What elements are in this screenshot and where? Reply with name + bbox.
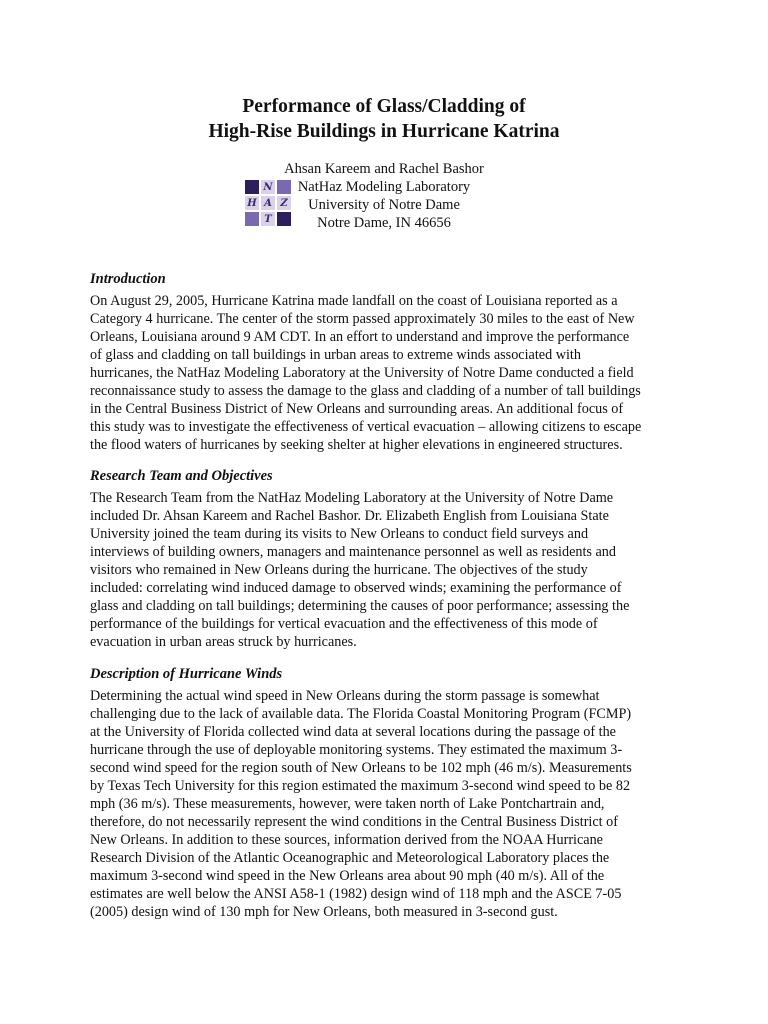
paragraph-hurricane-winds [90,687,690,921]
logo-letter-t: T [261,212,275,226]
text-line: Category 4 hurricane. The center of the storm passed approximately 30 miles to the east of New [90,311,635,327]
text-line: Determining the actual wind speed in New Orleans during the storm passage is somewhat [90,688,600,704]
address: Notre Dame, IN 46656 [317,215,451,231]
text-line: visitors who remained in New Orleans during the hurricane. The objectives of the study [90,562,588,578]
section-heading-hurricane-winds: Description of Hurricane Winds [90,666,283,682]
university-name: University of Notre Dame [308,197,460,213]
text-line: estimates are well below the ANSI A58-1 (1982) design wind of 118 mph and the ASCE 7-05 [90,886,622,902]
text-line: On August 29, 2005, Hurricane Katrina made landfall on the coast of Louisiana reported as a [90,293,618,309]
text-line: this study was to investigate the effectiveness of vertical evacuation – allowing citizens to escape [90,419,642,435]
logo-letter-n: N [261,180,275,194]
paper-title [0,94,768,144]
text-line: hurricanes, the NatHaz Modeling Laboratory at the University of Notre Dame conducted a field [90,365,634,381]
text-line: included: correlating wind induced damage to observed winds; examining the performance of [90,580,622,596]
logo-cell [277,180,291,194]
logo-letter-a: A [261,196,275,210]
section-heading-introduction: Introduction [90,271,166,287]
text-line: New Orleans. In addition to these sources, information derived from the NOAA Hurricane [90,832,603,848]
text-line: interviews of building owners, managers and maintenance personnel as well as residents and [90,544,616,560]
text-line: hurricane through the use of deployable monitoring systems. They estimated the maximum 3- [90,742,623,758]
text-line: therefore, do not necessarily represent the wind conditions in the Central Business District of [90,814,618,830]
nathaz-logo [245,180,291,226]
author-block [0,160,768,232]
title-line-1: Performance of Glass/Cladding of [242,96,526,117]
text-line: mph (36 m/s). These measurements, however, were taken north of Lake Pontchartrain and, [90,796,605,812]
text-line: the flood waters of hurricanes by seeking shelter at higher elevations in engineered structures. [90,437,623,453]
logo-letter-h: H [245,196,259,210]
text-line: by Texas Tech University for this region estimated the maximum 3-second wind speed to be 82 [90,778,631,794]
paragraph-research-team [90,489,690,651]
text-line: evacuation in urban areas struck by hurricanes. [90,634,357,650]
section-heading-research-team: Research Team and Objectives [90,468,273,484]
text-line: challenging due to the lack of available data. The Florida Coastal Monitoring Program (FCMP) [90,706,632,722]
text-line: (2005) design wind of 130 mph for New Orleans, both measured in 3-second gust. [90,904,558,920]
logo-letter-z: Z [277,196,291,210]
paragraph-introduction [90,292,690,454]
author-names: Ahsan Kareem and Rachel Bashor [284,161,484,177]
logo-cell [245,212,259,226]
logo-cell [277,212,291,226]
text-line: of glass and cladding on tall buildings in urban areas to extreme winds associated with [90,347,581,363]
text-line: at the University of Florida collected wind data at several locations during the passage of the [90,724,616,740]
text-line: maximum 3-second wind speed in the New Orleans area about 90 mph (40 m/s). All of the [90,868,605,884]
logo-cell [245,180,259,194]
text-line: Research Division of the Atlantic Oceanographic and Meteorological Laboratory places the [90,850,610,866]
lab-name: NatHaz Modeling Laboratory [297,179,471,195]
text-line: reconnaissance study to assess the damage to the glass and cladding of a number of tall buildings [90,383,641,399]
text-line: in the Central Business District of New Orleans and surrounding areas. An additional focus of [90,401,624,417]
title-line-2: High-Rise Buildings in Hurricane Katrina [208,121,560,142]
text-line: glass and cladding on tall buildings; determining the causes of poor performance; assessing the [90,598,630,614]
text-line: University joined the team during its visits to New Orleans to conduct field surveys and [90,526,589,542]
text-line: second wind speed for the region south of New Orleans to be 102 mph (46 m/s). Measurements [90,760,632,776]
text-line: performance of the buildings for vertical evacuation and the effectiveness of this mode of [90,616,598,632]
text-line: The Research Team from the NatHaz Modeling Laboratory at the University of Notre Dame [90,490,614,506]
text-line: included Dr. Ahsan Kareem and Rachel Bashor. Dr. Elizabeth English from Louisiana State [90,508,609,524]
text-line: Orleans, Louisiana around 9 AM CDT. In an effort to understand and improve the performance [90,329,630,345]
